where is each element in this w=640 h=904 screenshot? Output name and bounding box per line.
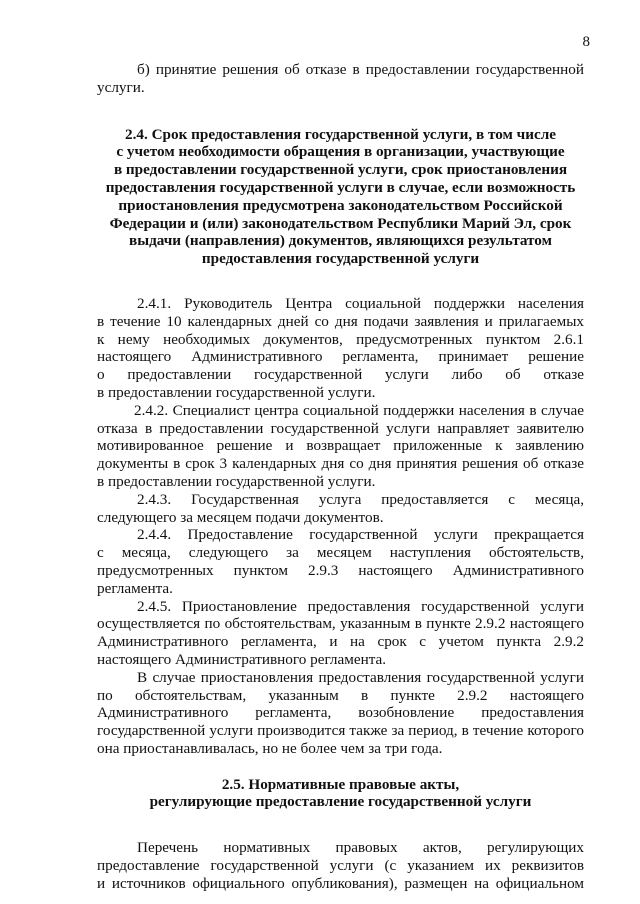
paragraph-2-5 [97, 839, 584, 892]
text-line: по обстоятельствам, указанным в пункте 2.9.2 настоящего [97, 686, 584, 704]
paragraph-2-4-1 [97, 295, 584, 402]
text-line: 2.4.3. Государственная услуга предоставляется с месяца, [137, 490, 584, 508]
heading-line: 2.5. Нормативные правовые акты, [221, 775, 460, 793]
paragraph-2-4-5 [97, 598, 584, 669]
section-heading-2-4 [97, 126, 584, 268]
text-line: мотивированное решение и возвращает приложенные к заявлению [97, 437, 584, 455]
paragraph-2-4-3 [97, 491, 584, 527]
heading-line: предоставления государственной услуги в случае, если возможность [105, 178, 576, 196]
text-line: о предоставлении государственной услуги либо об отказе [97, 366, 584, 384]
text-line: Перечень нормативных правовых актов, регулирующих [137, 839, 584, 857]
text-line: 2.4.2. Специалист центра социальной поддержки населения в случае [134, 401, 584, 419]
document-body [97, 61, 584, 893]
heading-line: в предоставлении государственной услуги, срок приостановления [113, 161, 568, 179]
paragraph-2-4-2 [97, 402, 584, 491]
text-line: осуществляется по обстоятельствам, указанным в пункте 2.9.2 настоящего [97, 615, 584, 633]
text-line: она приостанавливалась, но не более чем за три года. [97, 739, 443, 757]
text-line: предусмотренных пунктом 2.9.3 настоящего Административного [97, 561, 584, 579]
text-line: документы в срок 3 календарных дня со дня принятия решения об отказе [97, 455, 584, 473]
text-line: 2.4.5. Приостановление предоставления государственной услуги [137, 597, 584, 615]
text-line: услуги. [97, 78, 145, 96]
heading-line: 2.4. Срок предоставления государственной услуги, в том числе [125, 125, 556, 143]
text-line: 2.4.1. Руководитель Центра социальной поддержки населения [137, 294, 584, 312]
intro-paragraph [97, 61, 584, 97]
text-line: в предоставлении государственной услуги. [97, 383, 376, 401]
text-line: в течение 10 календарных дней со дня подачи заявления и прилагаемых [97, 312, 584, 330]
paragraph-suspension [97, 669, 584, 758]
text-line: и источников официального опубликования), размещен на официальном [97, 874, 584, 892]
text-line: настоящего Административного регламента, принимает решение [97, 348, 584, 366]
text-line: следующего за месяцем подачи документов. [97, 508, 384, 526]
text-line: Административного регламента, и на срок с учетом пункта 2.9.2 [97, 633, 584, 651]
heading-line: Федерации и (или) законодательством Республики Марий Эл, срок [109, 214, 572, 232]
paragraph-2-4-4 [97, 526, 584, 597]
text-line: настоящего Административного регламента. [97, 650, 387, 668]
heading-line: с учетом необходимости обращения в организации, участвующие [116, 143, 565, 161]
heading-line: предоставления государственной услуги [201, 250, 480, 268]
heading-line: регулирующие предоставление государственной услуги [149, 793, 532, 811]
text-line: с месяца, следующего за месяцем наступления обстоятельств, [97, 544, 584, 562]
section-heading-2-5 [97, 776, 584, 812]
text-line: 2.4.4. Предоставление государственной услуги прекращается [137, 526, 584, 544]
heading-line: выдачи (направления) документов, являющихся результатом [129, 232, 552, 250]
heading-line: приостановления предусмотрена законодательством Российской [118, 196, 563, 214]
text-line: В случае приостановления предоставления государственной услуги [137, 668, 584, 686]
text-line: предоставление государственной услуги (с указанием их реквизитов [97, 857, 584, 875]
text-line: государственной услуги производится также за период, в течение которого [97, 722, 584, 740]
text-line: регламента. [97, 579, 173, 597]
text-line: б) принятие решения об отказе в предоставлении государственной [137, 61, 584, 78]
text-line: отказа в предоставлении государственной услуги направляет заявителю [97, 419, 584, 437]
text-line: в предоставлении государственной услуги. [97, 472, 376, 490]
text-line: к нему необходимых документов, предусмотренных пунктом 2.6.1 [97, 330, 584, 348]
text-line: Административного регламента, возобновление предоставления [97, 704, 584, 722]
page-number: 8 [582, 34, 590, 50]
